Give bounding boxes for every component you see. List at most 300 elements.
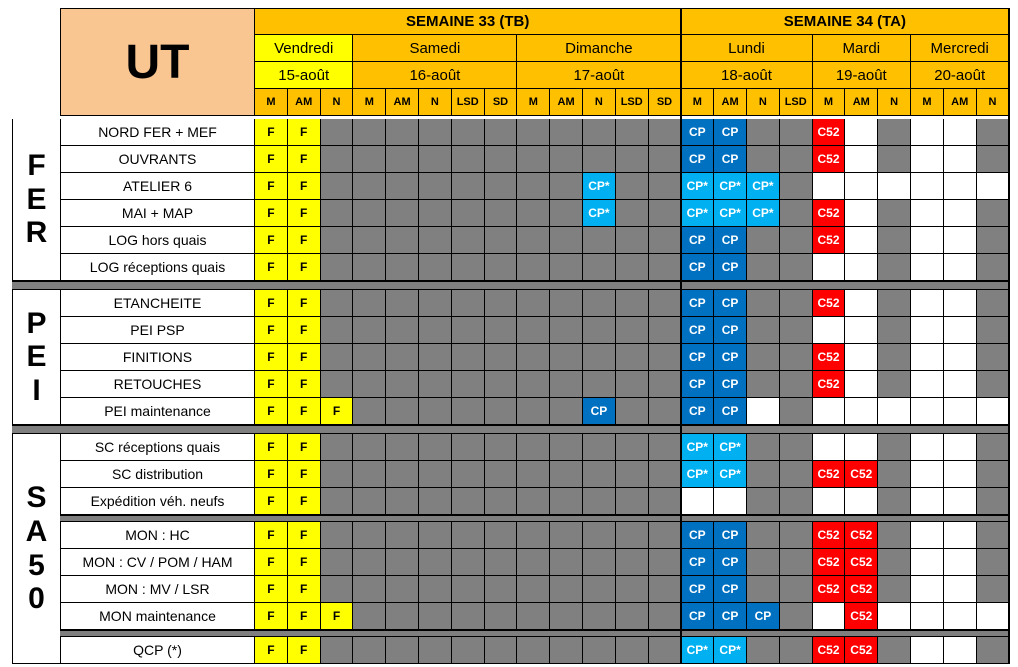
schedule-cell	[878, 576, 911, 603]
row-label: NORD FER + MEF	[60, 119, 255, 146]
week-divider	[680, 8, 682, 664]
schedule-cell	[780, 146, 813, 173]
schedule-cell	[353, 603, 386, 630]
schedule-cell	[321, 371, 354, 398]
schedule-cell: CP*	[714, 200, 747, 227]
schedule-cell	[845, 371, 878, 398]
schedule-cell	[386, 549, 419, 576]
schedule-cell	[452, 576, 485, 603]
group-letter: P	[26, 306, 47, 340]
schedule-cell	[583, 344, 616, 371]
schedule-cell: CP	[681, 317, 714, 344]
schedule-cell	[878, 254, 911, 281]
schedule-cell: CP	[714, 576, 747, 603]
schedule-cell	[550, 549, 583, 576]
schedule-cell	[517, 398, 550, 425]
schedule-cell	[813, 173, 846, 200]
schedule-cell	[353, 488, 386, 515]
schedule-cell: CP*	[714, 434, 747, 461]
schedule-cell: C52	[813, 576, 846, 603]
schedule-cell	[780, 371, 813, 398]
schedule-cell	[583, 637, 616, 664]
schedule-cell: C52	[813, 146, 846, 173]
schedule-cell	[780, 200, 813, 227]
schedule-cell	[452, 119, 485, 146]
schedule-cell	[911, 317, 944, 344]
schedule-cell	[353, 371, 386, 398]
schedule-cell	[386, 603, 419, 630]
shift-header: N	[878, 89, 911, 116]
schedule-cell: C52	[845, 576, 878, 603]
schedule-cell	[321, 290, 354, 317]
schedule-cell	[911, 200, 944, 227]
schedule-cell	[550, 254, 583, 281]
schedule-cell	[485, 522, 518, 549]
schedule-cell: CP	[681, 549, 714, 576]
schedule-cell: C52	[813, 200, 846, 227]
schedule-cell: CP*	[714, 637, 747, 664]
schedule-cell	[583, 290, 616, 317]
schedule-cell	[419, 200, 452, 227]
schedule-cell	[845, 200, 878, 227]
schedule-cell	[550, 371, 583, 398]
schedule-cell: C52	[813, 119, 846, 146]
schedule-cell	[977, 398, 1010, 425]
schedule-cell	[616, 637, 649, 664]
schedule-cell	[911, 434, 944, 461]
schedule-cell	[353, 290, 386, 317]
schedule-cell	[747, 398, 780, 425]
schedule-cell: F	[255, 344, 288, 371]
schedule-cell	[878, 119, 911, 146]
schedule-cell	[911, 603, 944, 630]
schedule-cell	[419, 227, 452, 254]
schedule-cell	[353, 398, 386, 425]
schedule-cell	[747, 371, 780, 398]
schedule-cell	[485, 398, 518, 425]
shift-header: LSD	[616, 89, 649, 116]
schedule-cell	[517, 290, 550, 317]
schedule-cell	[419, 344, 452, 371]
schedule-cell	[977, 146, 1010, 173]
row-label: SC réceptions quais	[60, 434, 255, 461]
schedule-cell	[977, 488, 1010, 515]
week-divider	[1008, 8, 1010, 664]
schedule-cell	[321, 227, 354, 254]
schedule-cell	[878, 227, 911, 254]
schedule-cell: CP	[714, 549, 747, 576]
schedule-cell	[780, 398, 813, 425]
schedule-cell	[583, 576, 616, 603]
schedule-cell: CP*	[714, 173, 747, 200]
schedule-cell	[649, 461, 682, 488]
schedule-cell	[845, 173, 878, 200]
shift-header: AM	[944, 89, 977, 116]
schedule-cell: CP*	[681, 173, 714, 200]
row-label: OUVRANTS	[60, 146, 255, 173]
schedule-cell: F	[255, 637, 288, 664]
schedule-cell	[550, 461, 583, 488]
schedule-cell	[419, 434, 452, 461]
schedule-cell	[878, 344, 911, 371]
schedule-cell: F	[255, 398, 288, 425]
schedule-cell	[452, 434, 485, 461]
schedule-cell	[550, 146, 583, 173]
schedule-cell	[517, 371, 550, 398]
schedule-cell	[780, 317, 813, 344]
schedule-cell	[485, 254, 518, 281]
schedule-cell	[977, 173, 1010, 200]
day-date: 18-août	[681, 62, 812, 89]
schedule-cell: CP*	[583, 200, 616, 227]
row-label: MON : CV / POM / HAM	[60, 549, 255, 576]
schedule-cell	[386, 173, 419, 200]
schedule-cell	[649, 317, 682, 344]
schedule-cell	[649, 344, 682, 371]
row-label: FINITIONS	[60, 344, 255, 371]
schedule-cell: F	[255, 173, 288, 200]
schedule-cell: CP	[714, 317, 747, 344]
schedule-cell	[681, 488, 714, 515]
schedule-cell	[649, 398, 682, 425]
schedule-cell	[517, 227, 550, 254]
schedule-cell	[944, 488, 977, 515]
schedule-cell: F	[288, 549, 321, 576]
schedule-cell	[386, 461, 419, 488]
schedule-cell	[321, 522, 354, 549]
schedule-cell: CP*	[747, 200, 780, 227]
group-label	[12, 290, 60, 425]
schedule-cell	[616, 146, 649, 173]
schedule-cell	[616, 398, 649, 425]
schedule-cell: F	[288, 522, 321, 549]
row-label: Expédition véh. neufs	[60, 488, 255, 515]
schedule-cell: F	[321, 398, 354, 425]
schedule-cell	[353, 200, 386, 227]
schedule-cell: CP*	[747, 173, 780, 200]
shift-header: N	[977, 89, 1010, 116]
schedule-cell	[452, 146, 485, 173]
schedule-cell	[616, 119, 649, 146]
schedule-cell	[485, 227, 518, 254]
schedule-cell: CP	[681, 371, 714, 398]
row-label: PEI maintenance	[60, 398, 255, 425]
schedule-cell: F	[255, 576, 288, 603]
group-letter: A	[25, 514, 48, 548]
shift-header: M	[911, 89, 944, 116]
schedule-cell	[649, 119, 682, 146]
schedule-cell	[714, 488, 747, 515]
schedule-cell: F	[255, 254, 288, 281]
schedule-cell	[747, 344, 780, 371]
schedule-cell: F	[255, 522, 288, 549]
schedule-cell	[321, 637, 354, 664]
schedule-cell	[977, 200, 1010, 227]
shift-header: M	[255, 89, 288, 116]
schedule-cell: CP*	[714, 461, 747, 488]
schedule-cell	[977, 371, 1010, 398]
group-letter: I	[32, 373, 41, 407]
schedule-cell	[878, 371, 911, 398]
schedule-cell	[517, 461, 550, 488]
schedule-cell	[649, 603, 682, 630]
schedule-cell: CP*	[681, 637, 714, 664]
schedule-cell	[944, 398, 977, 425]
schedule-cell	[944, 434, 977, 461]
schedule-cell: F	[288, 317, 321, 344]
schedule-cell: CP	[681, 398, 714, 425]
group-letter: 0	[28, 582, 45, 616]
schedule-cell	[911, 290, 944, 317]
schedule-cell	[747, 227, 780, 254]
schedule-cell	[780, 576, 813, 603]
schedule-cell	[550, 119, 583, 146]
schedule-cell	[813, 434, 846, 461]
schedule-cell	[780, 119, 813, 146]
schedule-cell: C52	[813, 227, 846, 254]
schedule-cell	[845, 434, 878, 461]
shift-header: AM	[288, 89, 321, 116]
schedule-cell: C52	[845, 522, 878, 549]
schedule-cell	[517, 603, 550, 630]
schedule-cell: CP	[681, 603, 714, 630]
day-name: Mercredi	[911, 35, 1009, 62]
schedule-cell	[386, 637, 419, 664]
schedule-cell	[583, 461, 616, 488]
schedule-cell	[845, 344, 878, 371]
schedule-cell	[813, 398, 846, 425]
schedule-cell	[944, 290, 977, 317]
shift-header: N	[321, 89, 354, 116]
schedule-cell	[452, 344, 485, 371]
schedule-cell: F	[255, 317, 288, 344]
group-separator	[12, 281, 1009, 290]
schedule-cell	[550, 290, 583, 317]
schedule-cell	[353, 344, 386, 371]
schedule-cell	[616, 488, 649, 515]
schedule-cell	[780, 603, 813, 630]
schedule-cell	[747, 637, 780, 664]
row-label: MON : MV / LSR	[60, 576, 255, 603]
shift-header: N	[747, 89, 780, 116]
schedule-cell	[944, 317, 977, 344]
schedule-cell	[977, 637, 1010, 664]
schedule-cell	[419, 398, 452, 425]
schedule-cell	[321, 146, 354, 173]
schedule-cell: F	[288, 603, 321, 630]
schedule-cell: F	[255, 371, 288, 398]
schedule-cell	[452, 637, 485, 664]
shift-header: N	[419, 89, 452, 116]
group-letter: S	[26, 481, 47, 515]
schedule-cell	[977, 119, 1010, 146]
schedule-cell	[550, 576, 583, 603]
group-letter: F	[27, 149, 46, 183]
schedule-cell	[649, 488, 682, 515]
schedule-cell: F	[255, 461, 288, 488]
schedule-cell: F	[255, 227, 288, 254]
schedule-cell: CP*	[681, 434, 714, 461]
schedule-cell: F	[288, 576, 321, 603]
schedule-cell	[517, 119, 550, 146]
schedule-cell: CP	[714, 398, 747, 425]
schedule-cell	[616, 603, 649, 630]
schedule-cell	[878, 200, 911, 227]
schedule-cell	[452, 173, 485, 200]
schedule-cell: CP	[681, 227, 714, 254]
schedule-cell	[550, 434, 583, 461]
schedule-cell: CP	[714, 227, 747, 254]
schedule-cell	[386, 146, 419, 173]
schedule-cell	[485, 576, 518, 603]
day-name: Lundi	[681, 35, 812, 62]
schedule-cell	[386, 371, 419, 398]
day-date: 20-août	[911, 62, 1009, 89]
shift-header: M	[517, 89, 550, 116]
week-header: SEMAINE 33 (TB)	[255, 8, 681, 35]
schedule-cell	[550, 603, 583, 630]
schedule-cell	[550, 200, 583, 227]
schedule-cell	[419, 488, 452, 515]
schedule-cell	[747, 290, 780, 317]
day-name: Vendredi	[255, 35, 353, 62]
schedule-cell	[452, 398, 485, 425]
schedule-cell	[616, 227, 649, 254]
schedule-cell	[780, 637, 813, 664]
schedule-cell	[911, 146, 944, 173]
schedule-cell	[616, 549, 649, 576]
schedule-cell: F	[288, 227, 321, 254]
schedule-cell	[780, 254, 813, 281]
schedule-cell	[649, 200, 682, 227]
schedule-cell	[649, 522, 682, 549]
schedule-cell	[517, 317, 550, 344]
schedule-cell: CP	[714, 344, 747, 371]
schedule-cell: CP*	[681, 200, 714, 227]
schedule-cell	[419, 461, 452, 488]
schedule-cell: CP	[714, 371, 747, 398]
schedule-cell: F	[255, 200, 288, 227]
schedule-cell	[419, 290, 452, 317]
schedule-cell: F	[288, 254, 321, 281]
schedule-cell	[649, 637, 682, 664]
schedule-cell	[878, 488, 911, 515]
schedule-cell	[583, 146, 616, 173]
shift-header: LSD	[780, 89, 813, 116]
day-date: 19-août	[813, 62, 911, 89]
schedule-cell	[517, 434, 550, 461]
row-label: SC distribution	[60, 461, 255, 488]
schedule-cell	[977, 290, 1010, 317]
group-letter: E	[26, 182, 47, 216]
row-label: RETOUCHES	[60, 371, 255, 398]
schedule-cell	[550, 227, 583, 254]
schedule-cell	[649, 254, 682, 281]
day-date: 16-août	[353, 62, 517, 89]
schedule-cell	[485, 434, 518, 461]
schedule-cell	[845, 488, 878, 515]
schedule-cell: C52	[813, 344, 846, 371]
group-letter: E	[26, 340, 47, 374]
schedule-cell	[353, 254, 386, 281]
schedule-cell	[386, 398, 419, 425]
schedule-cell	[419, 371, 452, 398]
schedule-cell	[353, 119, 386, 146]
schedule-cell: F	[321, 603, 354, 630]
schedule-cell	[780, 549, 813, 576]
schedule-cell	[419, 254, 452, 281]
schedule-cell	[353, 317, 386, 344]
schedule-cell	[911, 173, 944, 200]
schedule-cell	[583, 549, 616, 576]
schedule-cell	[419, 173, 452, 200]
schedule-cell	[780, 344, 813, 371]
schedule-cell	[485, 461, 518, 488]
schedule-cell	[977, 522, 1010, 549]
schedule-cell	[747, 146, 780, 173]
day-name: Dimanche	[517, 35, 681, 62]
schedule-cell	[747, 488, 780, 515]
schedule-cell: CP	[714, 603, 747, 630]
schedule-cell	[485, 488, 518, 515]
schedule-cell: C52	[813, 637, 846, 664]
schedule-cell	[649, 576, 682, 603]
group-separator	[12, 425, 1009, 434]
schedule-cell	[353, 549, 386, 576]
row-label: PEI PSP	[60, 317, 255, 344]
shift-header: M	[681, 89, 714, 116]
schedule-cell	[452, 254, 485, 281]
schedule-cell	[386, 522, 419, 549]
schedule-cell	[419, 603, 452, 630]
row-label: QCP (*)	[60, 637, 255, 664]
schedule-cell	[649, 227, 682, 254]
schedule-cell	[878, 434, 911, 461]
schedule-cell	[452, 227, 485, 254]
schedule-cell	[780, 173, 813, 200]
schedule-cell: F	[288, 290, 321, 317]
schedule-cell	[878, 637, 911, 664]
schedule-cell	[845, 317, 878, 344]
schedule-cell	[517, 200, 550, 227]
schedule-cell	[845, 146, 878, 173]
schedule-cell	[321, 173, 354, 200]
schedule-cell	[944, 522, 977, 549]
schedule-cell: CP	[583, 398, 616, 425]
shift-header: SD	[485, 89, 518, 116]
schedule-cell	[747, 434, 780, 461]
schedule-cell	[419, 522, 452, 549]
schedule-cell	[485, 371, 518, 398]
day-name: Samedi	[353, 35, 517, 62]
schedule-cell	[813, 603, 846, 630]
schedule-cell: C52	[813, 290, 846, 317]
schedule-cell	[386, 488, 419, 515]
schedule-cell	[517, 637, 550, 664]
day-name: Mardi	[813, 35, 911, 62]
schedule-cell	[321, 254, 354, 281]
schedule-cell	[616, 461, 649, 488]
schedule-cell	[878, 603, 911, 630]
schedule-cell: CP*	[681, 461, 714, 488]
schedule-cell: CP	[747, 603, 780, 630]
schedule-cell	[649, 173, 682, 200]
schedule-cell: F	[255, 549, 288, 576]
schedule-cell	[878, 146, 911, 173]
schedule-cell	[977, 549, 1010, 576]
schedule-cell	[878, 522, 911, 549]
schedule-cell	[419, 576, 452, 603]
